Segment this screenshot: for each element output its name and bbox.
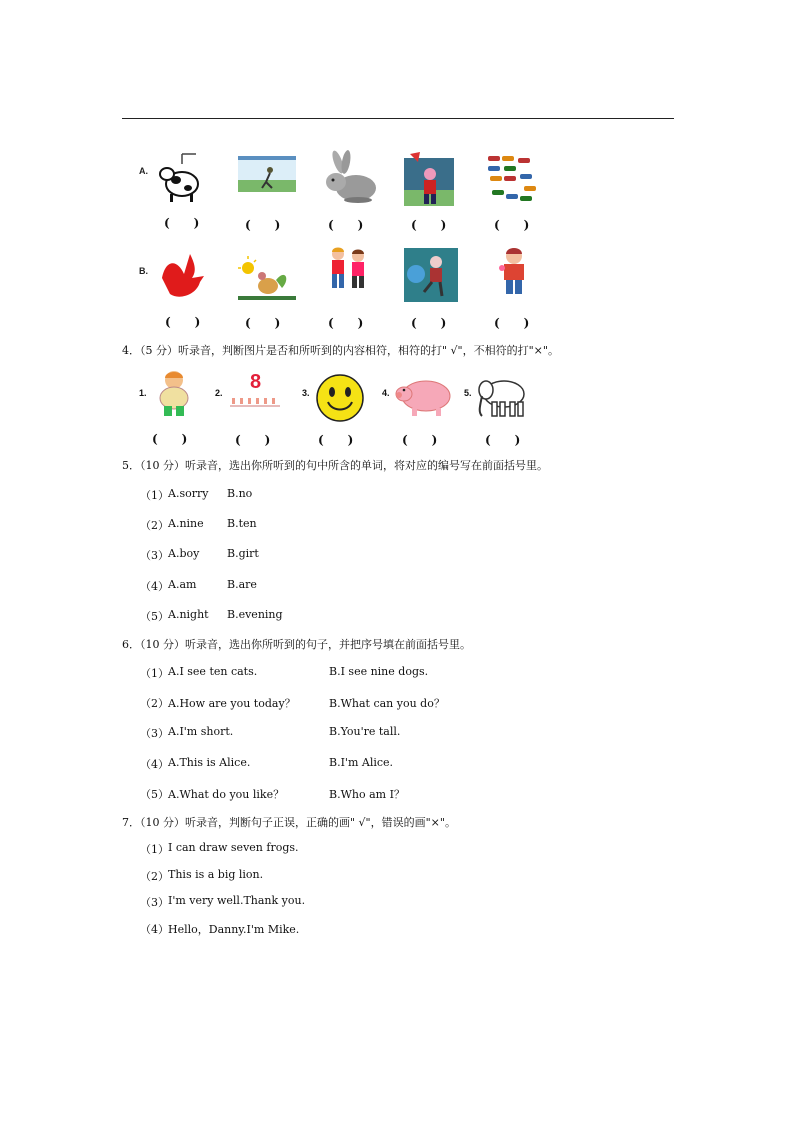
q6-item-3-num: （3） <box>140 727 169 740</box>
cow-icon <box>152 150 214 210</box>
q5-item-1-b: B.no <box>227 487 253 500</box>
q6-item-3-a: A.I'm short. <box>168 725 234 738</box>
fat-boy-icon <box>150 368 198 422</box>
q5-item-2-b: B.ten <box>227 517 257 530</box>
q7-item-1-num: （1） <box>140 843 169 856</box>
kite-boy-icon <box>402 150 464 210</box>
q5-item-3-num: （3） <box>140 549 169 562</box>
paren-a5: ( ) <box>494 218 530 232</box>
row-b-label: B. <box>139 266 148 276</box>
q5-item-4-num: （4） <box>140 580 169 593</box>
birthday-eight-icon <box>228 368 284 412</box>
q5-item-5-b: B.evening <box>227 608 283 621</box>
candy-icon <box>484 150 546 210</box>
paren-b3: ( ) <box>328 316 364 330</box>
q4-paren-1: ( ) <box>152 432 188 446</box>
rooster-sun-icon <box>236 250 298 310</box>
rabbit-icon <box>318 150 380 210</box>
q6-item-4-a: A.This is Alice. <box>168 756 251 769</box>
q4-num-5: 5. <box>464 388 472 398</box>
q7-title: 7．（10 分）听录音，判断句子正误，正确的画" √"，错误的画"×"。 <box>122 816 456 829</box>
q5-item-2-num: （2） <box>140 519 169 532</box>
elephant-icon <box>474 374 530 420</box>
q4-paren-4: ( ) <box>402 433 438 447</box>
boy-flower-icon <box>488 244 550 304</box>
svg-text:8: 8 <box>250 371 262 393</box>
q5-item-1-a: A.sorry <box>168 487 209 500</box>
q6-item-5-num: （5） <box>140 788 169 801</box>
q6-item-4-num: （4） <box>140 758 169 771</box>
q6-item-1-b: B.I see nine dogs. <box>329 665 429 678</box>
paren-b2: ( ) <box>245 316 281 330</box>
q4-paren-2: ( ) <box>235 433 271 447</box>
bird-icon <box>156 248 218 308</box>
paren-a2: ( ) <box>245 218 281 232</box>
q4-title: 4．（5 分）听录音，判断图片是否和所听到的内容相符，相符的打" √"，不相符的打"×"。 <box>122 344 559 357</box>
q5-item-2-a: A.nine <box>168 517 204 530</box>
q7-item-4-text: Hello，Danny.I'm Mike. <box>168 923 300 936</box>
q5-title: 5．（10 分）听录音，选出你所听到的句中所含的单词，将对应的编号写在前面括号里。 <box>122 459 548 472</box>
q6-item-3-b: B.You're tall. <box>329 725 401 738</box>
q6-item-5-b: B.Who am I？ <box>329 788 405 801</box>
q5-item-4-b: B.are <box>227 578 257 591</box>
q4-num-3: 3. <box>302 388 310 398</box>
kick-ball-icon <box>402 246 464 306</box>
q4-paren-5: ( ) <box>485 433 521 447</box>
header-rule <box>122 118 674 119</box>
q7-item-3-text: I'm very well.Thank you. <box>168 894 306 907</box>
q4-num-4: 4. <box>382 388 390 398</box>
q7-item-4-num: （4） <box>140 923 169 936</box>
q6-item-2-a: A.How are you today？ <box>168 697 296 710</box>
smiley-icon <box>314 372 366 424</box>
q5-item-4-a: A.am <box>168 578 197 591</box>
boy-girl-icon <box>318 244 380 304</box>
q4-num-1: 1. <box>139 388 147 398</box>
paren-b5: ( ) <box>494 316 530 330</box>
running-man-icon <box>236 152 298 212</box>
paren-b4: ( ) <box>411 316 447 330</box>
q4-num-2: 2. <box>215 388 223 398</box>
paren-a3: ( ) <box>328 218 364 232</box>
q6-item-2-b: B.What can you do？ <box>329 697 445 710</box>
q6-item-2-num: （2） <box>140 697 169 710</box>
q5-item-5-a: A.night <box>168 608 209 621</box>
q5-item-3-b: B.girt <box>227 547 259 560</box>
q6-title: 6．（10 分）听录音，选出你所听到的句子，并把序号填在前面括号里。 <box>122 638 471 651</box>
q6-item-1-num: （1） <box>140 667 169 680</box>
q5-item-5-num: （5） <box>140 610 169 623</box>
q5-item-3-a: A.boy <box>168 547 200 560</box>
q7-item-2-num: （2） <box>140 870 169 883</box>
q4-paren-3: ( ) <box>318 433 354 447</box>
paren-b1: ( ) <box>165 315 201 329</box>
q6-item-4-b: B.I'm Alice. <box>329 756 394 769</box>
row-a-label: A. <box>139 166 148 176</box>
q7-item-2-text: This is a big lion. <box>168 868 264 881</box>
q6-item-5-a: A.What do you like？ <box>168 788 285 801</box>
q7-item-1-text: I can draw seven frogs. <box>168 841 299 854</box>
q7-item-3-num: （3） <box>140 896 169 909</box>
pig-icon <box>392 372 456 422</box>
q5-item-1-num: （1） <box>140 489 169 502</box>
q6-item-1-a: A.I see ten cats. <box>168 665 258 678</box>
paren-a1: ( ) <box>164 216 200 230</box>
paren-a4: ( ) <box>411 218 447 232</box>
